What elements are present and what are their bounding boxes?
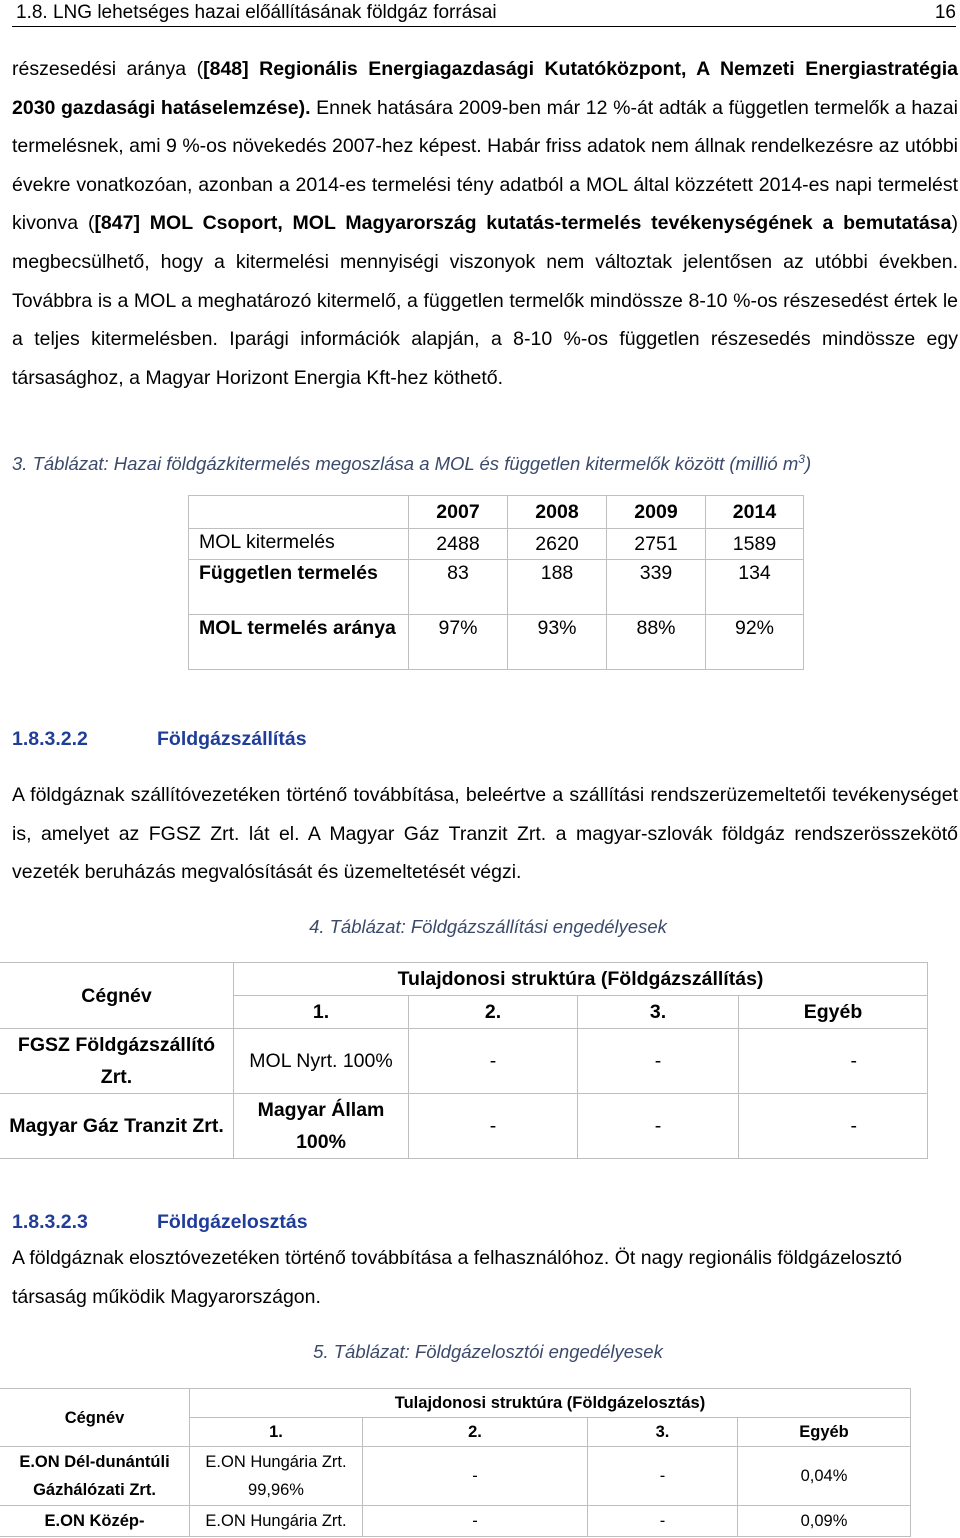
table-cell: - — [739, 1094, 928, 1159]
row-label: MOL termelés aránya — [189, 615, 409, 670]
section-number: 1.8.3.2.2 — [12, 728, 88, 750]
table-cell: - — [409, 1094, 578, 1159]
paragraph-1 — [12, 50, 958, 397]
table-cell: 88% — [607, 615, 706, 670]
reference-847: [847] MOL Csoport, MOL Magyarország kutatás-termelés tevékenységének a bemutatása — [94, 212, 952, 235]
para1-text-2: Ennek hatására 2009-ben már 12 %-át adták a független termelők a hazai termelésnek, ami 9 %-os növekedés 2007-hez képest. Habár friss adatok nem állnak rendelkezésre az utóbbi évekre vonatkozóan, azonban a 2014-es termelési tény adatból a MOL által közzétett 2014-es napi termelést kivonva ( — [12, 96, 958, 235]
table-cell: 1589 — [706, 529, 804, 560]
table-cell: 2620 — [508, 529, 607, 560]
table-cell: - — [739, 1029, 928, 1094]
reference-848: [848] Regionális Energiagazdasági Kutatóközpont, A Nemzeti Energiastratégia 2030 gazdasági hatáselemzése). — [12, 58, 958, 119]
company-name: E.ON Dél-dunántúli Gázhálózati Zrt. — [0, 1447, 190, 1506]
group-header: Tulajdonosi struktúra (Földgázelosztás) — [190, 1389, 911, 1418]
company-name: FGSZ Földgázszállító Zrt. — [0, 1029, 234, 1094]
table-cell: 2751 — [607, 529, 706, 560]
year-header: 2014 — [706, 496, 804, 529]
table-cell: - — [578, 1029, 739, 1094]
table-cell: E.ON Hungária Zrt. 99,96% — [190, 1447, 363, 1506]
table3-caption: 3. Táblázat: Hazai földgázkitermelés megoszlása a MOL és független kitermelők között (millió $m^3$) — [12, 452, 812, 475]
table-cell: 83 — [409, 560, 508, 615]
sub-header: Egyéb — [739, 996, 928, 1029]
table-row — [0, 1447, 911, 1506]
table-row — [189, 529, 804, 560]
table-cell: 0,04% — [738, 1447, 911, 1506]
header-title: 1.8. LNG lehetséges hazai előállításának földgáz forrásai — [16, 2, 497, 23]
table-cell: MOL Nyrt. 100% — [234, 1029, 409, 1094]
table-row — [189, 560, 804, 615]
table-cell: - — [363, 1506, 588, 1537]
sub-header: 1. — [234, 996, 409, 1029]
table-cell: 92% — [706, 615, 804, 670]
table-cell: - — [578, 1094, 739, 1159]
company-name: Magyar Gáz Tranzit Zrt. — [0, 1094, 234, 1159]
sub-header: 1. — [190, 1418, 363, 1447]
row-label: Független termelés — [189, 560, 409, 615]
col-header-name: Cégnév — [0, 963, 234, 1029]
paragraph-distribution: A földgáznak elosztóvezetéken történő továbbítása a felhasználóhoz. Öt nagy regionális földgázelosztó társaság működik Magyarországon. — [12, 1247, 902, 1308]
section-title: Földgázszállítás — [157, 728, 307, 750]
section-number: 1.8.3.2.3 — [12, 1211, 88, 1233]
sub-header: 3. — [588, 1418, 738, 1447]
table4-caption: 4. Táblázat: Földgázszállítási engedélyesek — [309, 916, 667, 937]
sub-header: 2. — [363, 1418, 588, 1447]
year-header: 2007 — [409, 496, 508, 529]
sub-header: 2. — [409, 996, 578, 1029]
table-header-row — [189, 496, 804, 529]
company-name: E.ON Közép- — [0, 1506, 190, 1537]
table-row — [0, 1506, 911, 1537]
page-number: 16 — [934, 2, 956, 23]
para1-text-1: részesedési aránya ( — [12, 58, 204, 80]
table-cell: 2488 — [409, 529, 508, 560]
table5-caption: 5. Táblázat: Földgázelosztói engedélyesek — [313, 1341, 663, 1362]
table-cell: 339 — [607, 560, 706, 615]
table-transport-licensees — [0, 962, 928, 1159]
year-header: 2008 — [508, 496, 607, 529]
section-heading-transport — [12, 728, 307, 751]
para1-text-3: ) megbecsülhető, hogy a kitermelési mennyiségi viszonyok nem változtak jelentősen az utóbbi években. Továbbra is a MOL a meghatározó kitermelő, a független termelők mindössze 8-10 %-os részesedést értek le a teljes kitermelésben. Iparági információk alapján, a 8-10 %-os független részesedés mindössze egy társasághoz, a Magyar Horizont Energia Kft-hez köthető. — [12, 212, 959, 389]
caption-superscript: 3 — [798, 452, 805, 466]
page-header — [12, 0, 956, 27]
paragraph-transport: A földgáznak szállítóvezetéken történő továbbítása, beleértve a szállítási rendszerüzemeltetői tevékenységet is, amelyet az FGSZ Zrt. lát el. A Magyar Gáz Tranzit Zrt. a magyar-szlovák földgáz rendszerösszekötő vezeték beruházás megvalósítását és üzemeltetését végzi. — [12, 784, 958, 884]
table-distribution-licensees — [0, 1388, 911, 1537]
sub-header: Egyéb — [738, 1418, 911, 1447]
table-row — [0, 1094, 928, 1159]
table-gas-production — [188, 495, 804, 670]
table-cell: 0,09% — [738, 1506, 911, 1537]
year-header: 2009 — [607, 496, 706, 529]
table-cell: - — [588, 1447, 738, 1506]
table-cell: 93% — [508, 615, 607, 670]
section-heading-distribution — [12, 1211, 308, 1234]
section-title: Földgázelosztás — [157, 1211, 308, 1233]
table-row — [0, 1029, 928, 1094]
table-row — [189, 615, 804, 670]
sub-header: 3. — [578, 996, 739, 1029]
group-header: Tulajdonosi struktúra (Földgázszállítás) — [234, 963, 928, 996]
table-cell: 97% — [409, 615, 508, 670]
row-label: MOL kitermelés — [189, 529, 409, 560]
table-cell: 134 — [706, 560, 804, 615]
table-cell: - — [588, 1506, 738, 1537]
col-header-name: Cégnév — [0, 1389, 190, 1447]
table-cell: - — [409, 1029, 578, 1094]
table-cell: E.ON Hungária Zrt. — [190, 1506, 363, 1537]
table-cell: Magyar Állam 100% — [234, 1094, 409, 1159]
table-cell: - — [363, 1447, 588, 1506]
table-cell: 188 — [508, 560, 607, 615]
